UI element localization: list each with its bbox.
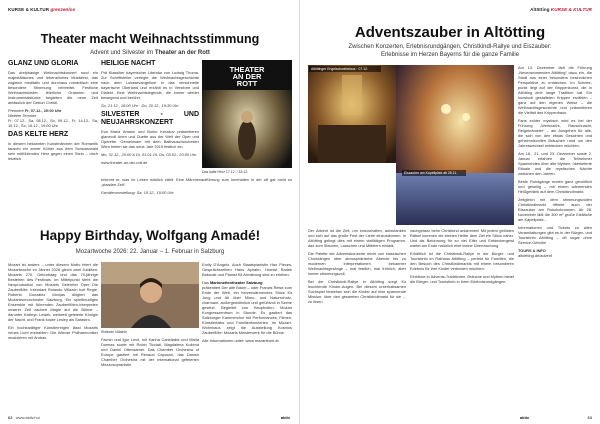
body-text: erkennt er, was im Leben wirklich zählt. Eine Märchenaufführung zum Innehalten in der oft gar nicht so „staaden Zeit“.: [101, 177, 292, 187]
theater-photo: [202, 60, 292, 168]
church-photo-tag: Altöttinger Engelschwebelaus · 07.12.: [309, 66, 381, 72]
body-text: Fachin und Igor Levit, mit Karina Canellakis und Maria Duenas sowie mit Robin Ticciati, Magdalena Kožená und Daniel Ottensamer. Das Chamber Orchestra of Europe gastiert mit Renaud Capuçon, das Danish Chamber Orchestra mit der international gefeierten Mezzosopranistin: [101, 337, 199, 367]
right-page: [300, 0, 600, 424]
kicker-sub: grenzenlos: [50, 7, 76, 12]
marionetten-heading-bold: Marionettentheater Salzburg: [210, 280, 263, 285]
section-heading: GLANZ UND GLORIA: [8, 60, 79, 67]
villazon-photo: [101, 262, 199, 328]
kicker-section: KURSE & KULTUR: [8, 7, 50, 12]
right-subtitle-line1: Zwischen Konzerten, Erlebnisrundgängen, Christkindl-Rallye und Eiszauber:: [348, 44, 552, 50]
article1-title: Theater macht Weihnachtsstimmung: [40, 32, 260, 46]
body-text-3: Bei der Christkindl-Rallye in Altötting sorgt für leuchtende Kinder-Augen. Bei diesem unterhaltsamen Suchspiel bestehen sich die Kinder auf eine spannende Mission: über den gesamten Christkindlmarkt für sie ... zu lösen.: [308, 279, 406, 304]
ice-photo-tag: Eiszauber am Kapellplatz ab 28.11.: [402, 170, 466, 176]
section-heading-2: DAS KELTE HERZ: [8, 131, 69, 138]
church-concert-art: [308, 65, 396, 163]
body-text-6: Informationen und Tickets zu allen Veranstaltungen gibt es in der Bürger- und Touristinfo Altötting – oft sogar ohne Service-Gebühr!: [518, 225, 592, 245]
dates-value-2: Mo, 31.12., 20:00 & Di, 01.01.19, Do, 03.01., 20:00 Uhr: [101, 152, 197, 157]
page-number: 62: [8, 415, 13, 420]
body-text-2: Ein hochkarätiger Künstlerreigen lässt Mozarts neues Licht erstrahlen: Die Wiener Philharmoniker musizieren mit Andras: [8, 325, 98, 340]
theater-logo: [216, 66, 278, 87]
right-footer: [588, 415, 592, 420]
marionetten-heading-pre: Das: [202, 280, 209, 285]
aktiv-logo: aktiv: [520, 415, 530, 420]
info-sign: TOURS & INFO: [518, 248, 546, 253]
left-kicker: [8, 7, 75, 12]
aktiv-logo: aktiv: [280, 415, 290, 420]
website-link[interactable]: altoetting.de/advent: [518, 253, 552, 258]
body-text-4: Beide Rundgänge enden ganz gemütlich und gesellig – mit einem wärmenden Heißgetränk auf dem Christkindlmarkt.: [518, 179, 592, 194]
body-text-2: Fans echter mystisch wird es bei der Führung „Weihnacht, Rauschnacht, Reigekrämsler“ – am Ausgehen für alle, die sich von den etwas Gesichten und geheimnisvollen Bräuchen rund um den Jahreswechsel entdecken möchten.: [518, 118, 592, 148]
article1-subtitle-pre: Advent und Silvester im: [90, 50, 154, 56]
article2-title: Happy Birthday, Wolfgang Amadé!: [39, 228, 261, 243]
right-side-column: [518, 65, 592, 261]
kicker-section: Altötting: [530, 7, 550, 12]
right-subtitle-line2: Erlebnisse im Herzen Bayerns für die ganze Familie: [380, 52, 520, 58]
right-bottom-col1: [308, 228, 406, 307]
right-bottom-col2: [410, 228, 514, 287]
dates-label: Premiere: [8, 108, 24, 113]
article2-subtitle: Mozartwoche 2026: 22. Januar – 1. Februar in Salzburg: [75, 249, 225, 255]
website-link[interactable]: Alle Informationen unter: www.mozarteum.at: [202, 338, 279, 343]
body-text: Prä Klassiker bayerischer Literatur von Ludwig Thoma. Zur Schriftsteller verlegte die Weihnachtsgeschichte nach dem Lukasevangelium in das verschneite bayerische Oberland und erzählt es in Versform und Dialekt. Eine Weihnachtslegende, die immer wieder bewegend und berührt.: [101, 70, 199, 100]
section-heading: HEILIGE NACHT: [101, 60, 156, 67]
concert-stage-photo: [396, 65, 514, 225]
website-link[interactable]: www.theater-an-der-rott.de: [101, 160, 148, 165]
body-text: nachgetanz beim Christkind anlammen! Mit jedem gelösten Rätsel kommen die kleinen Helfer dem Ziel ein Stück näher. Und als Belohnung für so viel Eifer und Entdeckergeist wartet am Ende natürlich eine kleine Überraschung.: [410, 228, 514, 248]
article1-subtitle-bold: Theater an der Rott: [154, 50, 210, 56]
body-text-3: Am 16., 21. und 23. Dezember sowie 2. Januar erfahren die Teilnehmer Spannendes über alte Mythen, überlieferte Rituale und die mystischen Nächte zwischen den Jahren.: [518, 151, 592, 176]
theater-logo-line1: THEATER: [229, 65, 265, 74]
right-title: Adventszauber in Altötting: [354, 24, 546, 41]
body-text: Das dreiphasige Weihnachtskonzert rund ein majestätisches und lebensfrohes Musikfest, das zugleich meditativ und durchaus romantisch eine besondere Stimmung verbreitet. Festliche Weihnachtslieder, feierliche Oratorien und Instrumentalstücke begleiten die neue Zeit anlässlich der Geburt Christi.: [8, 70, 98, 105]
body-text-2: Die Palette der Adventskonzerte reicht von klassischen Chorklängen über atmosphärische Abende bis zu modernen Interpretationen bekannter Weihnachtsgesänge – mal festlich, mal fröhlich, aber immer stimmungsvoll.: [308, 251, 406, 276]
right-kicker: [530, 7, 592, 12]
kicker-sub: KURSE & KULTUR: [550, 7, 592, 12]
article2-col2: [101, 337, 199, 370]
villazon-caption: Rolando Villazón: [101, 330, 128, 334]
left-footer: [8, 415, 40, 420]
dates-value: Fr, 07.12., 20:00 Uhr: [24, 108, 62, 113]
article1-col1: [8, 60, 98, 164]
page-number: 63: [587, 415, 592, 420]
villazon-photo-art: [101, 262, 199, 328]
theater-photo-caption: Das kalte Herz 17.12. / 18.12.: [202, 170, 249, 174]
church-concert-photo: [308, 65, 396, 163]
body-text-2: In diesem bekannten Kunstmärchen der Romantik tauscht ein armer Köhler aus dem Schwarzwald sein mitfühlendes Herz gegen einen Stein – doch letztlich: [8, 141, 98, 161]
article2-col1: [8, 262, 98, 343]
article2-col3: [202, 262, 292, 346]
body-text-2: präsentiert Der alte Baum – oder Franzis Reise zum Ende der Welt, ein herzerwärmendes Stück für Jung und Alt über Mimu- und Naturschutz, charmant, außergewöhnlich und gefühlvoll in Szene gesetzt. Begleitet von Hauptrollen: Mozart Kongresszentrum in Stunde. Es gastiert das Salzburger Kammerchor mit Performances, Filmen, Künstlertalks und Familienkonzerten. Im Mozart-Wohnhaus zeigt die Ausstellung Kosmos Zauberflöte: Mozarts Meisterwerk für die Bühne.: [202, 285, 292, 335]
body-text: Emily D'Angelo. Auch Staatspianistin Hao Pieces, Gesprächsreihen Hans Ayhahn, Hornist Radek Baborák und Pianist Kit Armstrong sind zu erleben.: [202, 262, 292, 277]
article1-col3: [101, 177, 292, 198]
more-dates-value: Fr, 07.12., Sa, 08.12., So, 09.12., Fr, 14.12., Sa, 15.12., So, 16.12., 19:00 Uhr: [8, 118, 98, 128]
body-text: Mozart ist anders – unter diesem Motto feiert die Mozartwoche im Jänner 2026 gleich zwei Jubiläen: Mozarts 270. Geburtstag und das 70-jährige Bestehen des Festivals. Im Mittelpunkt steht die Neuproduktion von Mozarts Gelehrter Oper Die Zauberflöte. Intendant Rolando Villazón holt Regie, Roberto González Monjas dirigiert das Mozarteumorchester Salzburg. Ein spielfreudiges Ensemble mit führenden Zauberflöten-Interpreten unserer Zeit zaubert Magie auf die Bühne – darunter Kathryn Lewek, weltweit gefeierte Königin der Nacht, und Frank sowie Lesley als Sarastro.: [8, 262, 98, 322]
body-text-2: Erhältlich ist die Christkindl-Rallye in der Bürger- und Touristinfo im Rathaus Altötting – perfekt für Familien, die den Besuch des Christkindlmarkts mit einem besonderen Erlebnis für ihre Kinder verbinden möchten.: [410, 251, 514, 271]
dates-value: So, 21.12., 18:00 Uhr · Do, 20.12., 19:30 Uhr: [101, 103, 179, 108]
family-dates: Familienvorstellung: Sa, 15.12., 15:00 Uhr: [101, 190, 174, 195]
body-text-5: Zeitgleich mit dem stimmungsvollen Christkindlmarkt öffnete auch der Eiszauber am Rokokobrunnen. Ab 28. November lädt die 300 m² große Eisfläche am Kapellplatz...: [518, 197, 592, 222]
more-dates-label: Weitere Termine: [8, 113, 37, 118]
article1-col2: [101, 60, 199, 168]
section-heading-2: SILVESTER - UND NEUJAHRSKONZERT: [101, 111, 199, 126]
body-text-2: Eva Maria Amann und Borko Kerašov präsentieren glanzvoll Arien und Duette aus der Welt der Oper und Operette. Gemeinsam mit dem Ballhauschorchester Wien bieten sie das neue Jahr 2019 festlich ein.: [101, 129, 199, 149]
theater-logo-line2: AN DER: [232, 72, 262, 81]
concert-stage-art: [396, 65, 514, 225]
body-text-3: Einblicke in Advents-Traditionen, Bräuche und Mythen bietet die Bürger- und Touristinfo in ihren Erlebnisrundgängen.: [410, 274, 514, 284]
body-text: Der Advent ist die Zeit, um innezuhalten, aufzutanken und sich auf das große Fest der Liebe einzustimmen. In Altötting gelingt dies mit einem vielfältigen Programm, das zum Staunen, Lauschen und Mitfeiern einlädt.: [308, 228, 406, 248]
article1-subtitle: [0, 50, 300, 56]
footer-website: www.aktiv.hui: [15, 415, 40, 420]
theater-logo-line3: ROTT: [236, 79, 258, 88]
body-text: Am 13. Dezember lädt die Führung „Neuenwumenden Altötting“ dazu ein, die Stadt aus einer besonders besinnlichen Perspektive zu entdecken. Im Schnee-punkt liegt auf der Brippenkunst, die in Altötting eine lange Tradition hat. Ein kunstvoll gestalteten Krippen erzählen – ganz auf den eigenen Weise – die Weihnachtsgeschichte und präsentieren die Vielfalt des Krippenbaus.: [518, 65, 592, 115]
